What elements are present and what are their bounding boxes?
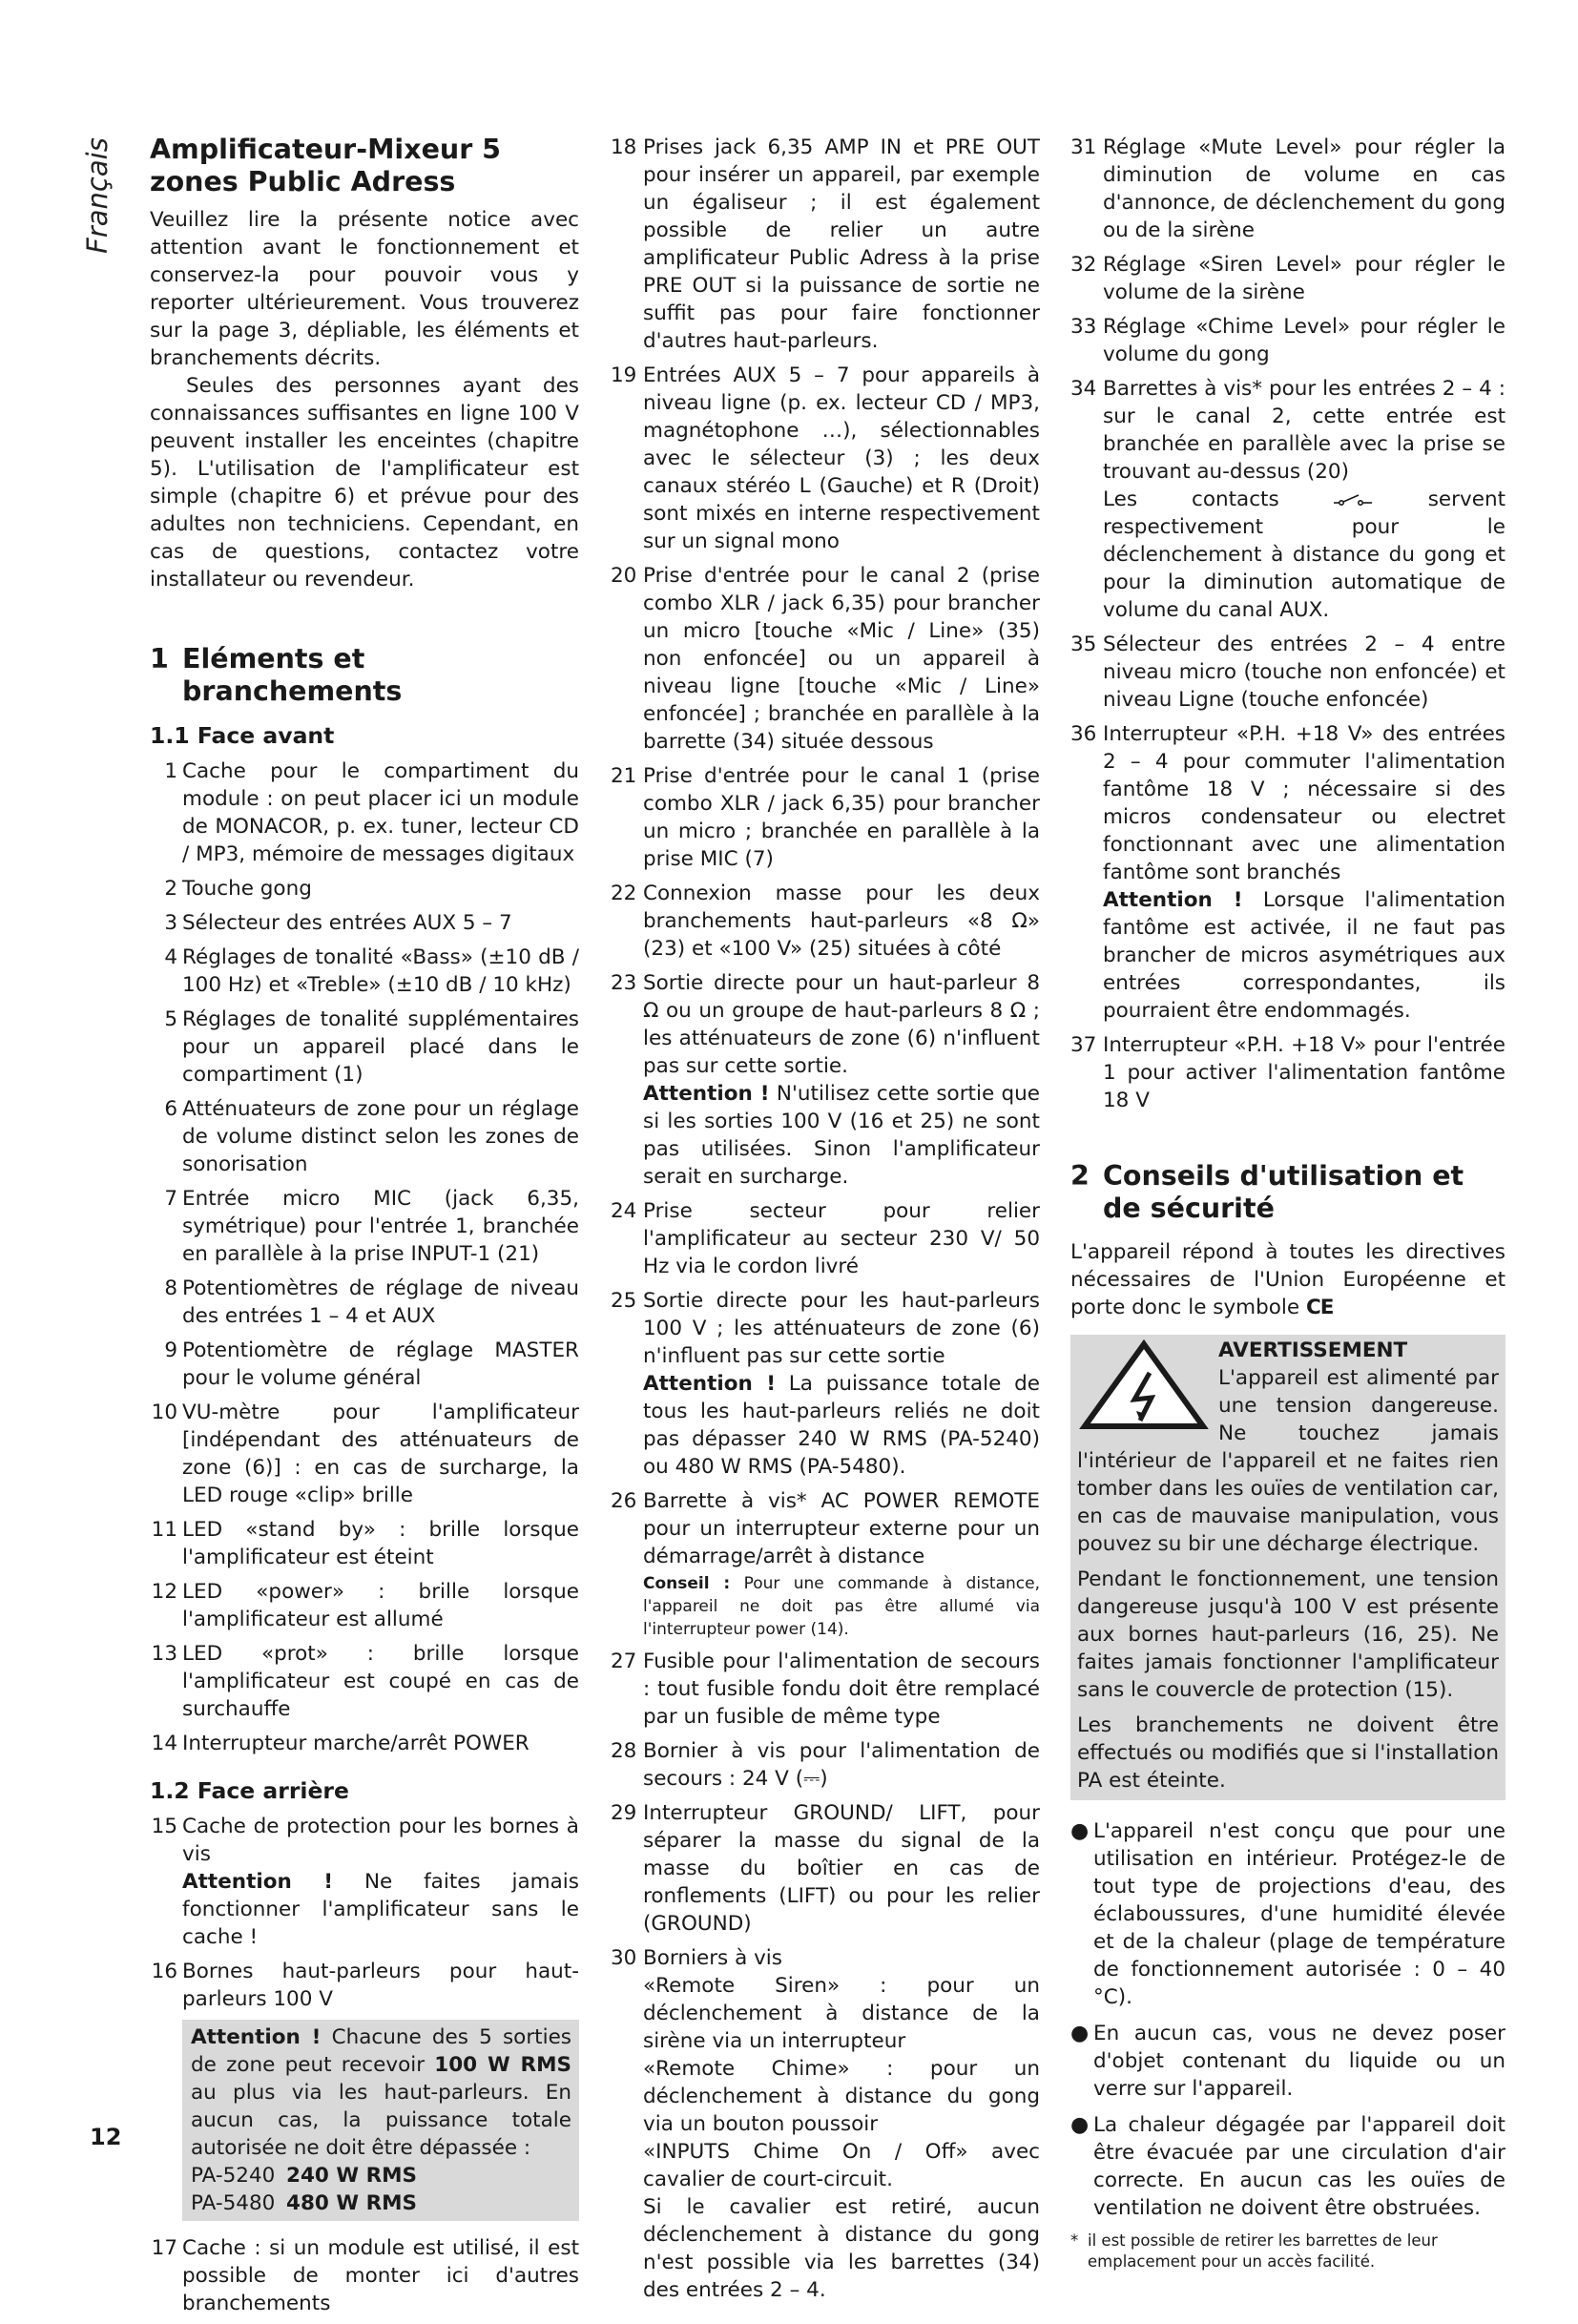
safety-bullet-2: ● En aucun cas, vous ne devez poser d'objet contenant du liquide ou un verre sur l'appareil. xyxy=(1070,2022,1505,2101)
list-item-35: 35 Sélecteur des entrées 2 – 4 entre niveau micro (touche non enfoncée) et niveau Ligne (touche enfoncée) xyxy=(1070,633,1505,712)
remote-siren-text: «Remote Siren» : pour un déclenchement à distance de la sirène via un interrupteur xyxy=(643,1974,1040,2053)
list-item-2: 2 Touche gong xyxy=(164,877,312,901)
list-item-21: 21 Prise d'entrée pour le canal 1 (prise combo XLR / jack 6,35) pour brancher un micro ; branchée en parallèle à la prise MIC (7) xyxy=(611,764,1040,871)
list-item-12: 12 LED «power» : brille lorsque l'amplificateur est allumé xyxy=(151,1580,579,1631)
page-number: 12 xyxy=(90,2124,122,2150)
list-item-1: 1 Cache pour le compartiment du module : on peut placer ici un module de MONACOR, p. ex. tuner, lecteur CD / MP3, mémoire de messages digitaux xyxy=(164,759,579,866)
list-item-7: 7 Entrée micro MIC (jack 6,35, symétrique) pour l'entrée 1, branchée en parallèle à la prise INPUT-1 (21) xyxy=(164,1187,579,1266)
list-item-25: 25 Sortie directe pour les haut-parleurs 100 V ; les atténuateurs de zone (6) n'influent pas sur cette sortie Attention ! La puissance totale de tous les haut-parleurs reliés ne doit pas dépasser 240 W RMS (PA-5240) ou 480 W RMS (PA-5480). xyxy=(611,1289,1040,1479)
language-side-label: Français xyxy=(81,137,114,254)
warning-label: AVERTISSEMENT xyxy=(1218,1338,1408,1362)
list-item-19: 19 Entrées AUX 5 – 7 pour appareils à niveau ligne (p. ex. lecteur CD / MP3, magnétophone …), sélectionnables avec le sélecteur (3) ; les deux canaux stéréo L (Gauche) et R (Droit) sont mixés en interne respectivement sur un signal mono xyxy=(611,363,1040,553)
column-3 xyxy=(1070,134,1505,2272)
list-item-32: 32 Réglage «Siren Level» pour régler le volume de la sirène xyxy=(1070,253,1505,304)
list-item-8: 8 Potentiomètres de réglage de niveau des entrées 1 – 4 et AUX xyxy=(164,1276,579,1328)
list-item-5: 5 Réglages de tonalité supplémentaires pour un appareil placé dans le compartiment (1) xyxy=(164,1007,579,1087)
warning-box: AVERTISSEMENT L'appareil est alimenté par une tension dangereuse. Ne touchez jamais l'intérieur de l'appareil et ne faites rien tomber dans les ouïes de ventilation car, en cas de mauvaise manipulation, vous pouvez su bir une décharge électrique. Pendant le fonctionnement, une tension dangereuse jusqu'à 100 V est présente aux bornes haut-parleurs (16, 25). Ne faites jamais fonctionner l'amplificateur sans le couvercle de protection (15). Les branchements ne doivent être effectués ou modifiés que si l'installation PA est éteinte. xyxy=(1070,1335,1505,1800)
list-item-14: 14 Interrupteur marche/arrêt POWER xyxy=(151,1732,529,1755)
list-item-4: 4 Réglages de tonalité «Bass» (±10 dB / 100 Hz) et «Treble» (±10 dB / 10 kHz) xyxy=(164,945,579,997)
intro-paragraph-2: Seules des personnes ayant des connaissances suffisantes en ligne 100 V peuvent installer les enceintes (chapitre 5). L'utilisation de l'amplificateur est simple (chapitre 6) et prévue pour des adultes non techniciens. Cependant, en cas de questions, contactez votre installateur ou revendeur. xyxy=(150,374,579,591)
safety-bullet-3: ● La chaleur dégagée par l'appareil doit être évacuée par une circulation d'air correcte. En aucun cas les ouïes de ventilation ne doivent être obstruées. xyxy=(1070,2113,1505,2220)
attention-box-zones: Attention ! Chacune des 5 sorties de zone peut recevoir 100 W RMS au plus via les haut-parleurs. En aucun cas, la puissance totale autorisée ne doit être dépassée : PA-5240 240 W RMS PA-5480 480 W RMS xyxy=(182,2020,579,2221)
list-item-37: 37 Interrupteur «P.H. +18 V» pour l'entrée 1 pour activer l'alimentation fantôme 18 V xyxy=(1070,1033,1505,1112)
list-item-10: 10 VU-mètre pour l'amplificateur [indépendant des atténuateurs de zone (6)] : en cas de surcharge, la LED rouge «clip» brille xyxy=(151,1401,579,1507)
list-item-6: 6 Atténuateurs de zone pour un réglage de volume distinct selon les zones de sonorisation xyxy=(164,1097,579,1176)
column-2 xyxy=(611,134,1040,2311)
section-2-intro: L'appareil répond à toutes les directives nécessaires de l'Union Européenne et porte donc le symbole CE xyxy=(1070,1240,1505,1319)
subsection-face-arriere: 1.2 Face arrière xyxy=(150,1777,349,1804)
model-row-pa5480: PA-5480 480 W RMS xyxy=(191,2191,417,2215)
inputs-chime-text: «INPUTS Chime On / Off» avec cavalier de court-circuit. xyxy=(643,2140,1040,2191)
warning-paragraph-3: Les branchements ne doivent être effectués ou modifiés que si l'installation PA est éteinte. xyxy=(1077,1713,1499,1793)
list-item-27: 27 Fusible pour l'alimentation de secours : tout fusible fondu doit être remplacé par un fusible de même type xyxy=(611,1650,1040,1729)
list-item-15: 15 Cache de protection pour les bornes à vis Attention ! Ne faites jamais fonctionner l'amplificateur sans le cache ! xyxy=(151,1815,579,1949)
footnote: * il est possible de retirer les barrettes de leur emplacement pour un accès facilité. xyxy=(1070,2231,1438,2271)
high-voltage-warning-icon xyxy=(1077,1338,1211,1432)
remote-chime-text: «Remote Chime» : pour un déclenchement à distance du gong via un bouton poussoir xyxy=(643,2057,1040,2136)
list-item-33: 33 Réglage «Chime Level» pour régler le volume du gong xyxy=(1070,315,1505,366)
list-item-17: 17 Cache : si un module est utilisé, il est possible de monter ici d'autres branchements xyxy=(151,2236,579,2315)
list-item-29: 29 Interrupteur GROUND/ LIFT, pour séparer la masse du signal de la masse du boîtier en cas de ronflements (LIFT) ou pour les relier (GROUND) xyxy=(611,1801,1040,1936)
list-item-34: 34 Barrettes à vis* pour les entrées 2 – 4 : sur le canal 2, cette entrée est branchée en parallèle avec la prise se trouvant au-dessus (20) Les contacts servent respectivement pour le déclenchement à distance du gong et pour la diminution automatique de volume du canal AUX. xyxy=(1070,377,1506,622)
list-item-22: 22 Connexion masse pour les deux branchements haut-parleurs «8 Ω» (23) et «100 V» (25) situées à côté xyxy=(611,882,1040,961)
list-item-20: 20 Prise d'entrée pour le canal 2 (prise combo XLR / jack 6,35) pour brancher un micro [touche «Mic / Line» (35) non enfoncée] ou un appareil à niveau ligne [touche «Mic / Line» enfoncée] ; branchée en parallèle à la barrette (34) située dessous xyxy=(611,564,1040,754)
list-item-3: 3 Sélecteur des entrées AUX 5 – 7 xyxy=(164,911,512,935)
list-item-11: 11 LED «stand by» : brille lorsque l'amplificateur est éteint xyxy=(151,1518,579,1569)
jumper-text: Si le cavalier est retiré, aucun déclenchement à distance du gong n'est possible via les barrettes (34) des entrées 2 – 4. xyxy=(643,2195,1040,2302)
subsection-face-avant: 1.1 Face avant xyxy=(150,722,335,749)
list-item-36: 36 Interrupteur «P.H. +18 V» des entrées 2 – 4 pour commuter l'alimentation fantôme 18 V ; nécessaire si des micros condensateur ou electret fonctionnant avec une alimentation fantôme sont branchés Attention ! Lorsque l'alimentation fantôme est activée, il ne faut pas brancher de micros asymétriques aux entrées correspondantes, ils pourraient être endommagés. xyxy=(1070,722,1505,1023)
section-1-heading: 1 Eléments et branchements xyxy=(150,643,403,707)
list-item-31: 31 Réglage «Mute Level» pour régler la diminution de volume en cas d'annonce, de déclenchement du gong ou de la sirène xyxy=(1070,135,1505,242)
intro-paragraph-1: Veuillez lire la présente notice avec attention avant le fonctionnement et conservez-la pour pouvoir vous y reporter ultérieurement. Vous trouverez sur la page 3, dépliable, les éléments et branchements décrits. xyxy=(150,208,579,370)
model-row-pa5240: PA-5240 240 W RMS xyxy=(191,2164,417,2188)
section-2-heading: 2 Conseils d'utilisation et de sécurité xyxy=(1070,1160,1464,1224)
list-item-13: 13 LED «prot» : brille lorsque l'amplificateur est coupé en cas de surchauffe xyxy=(151,1642,579,1721)
document-title: Amplificateur-Mixeur 5 zones Public Adress xyxy=(150,134,502,197)
switch-contact-icon xyxy=(1334,492,1374,508)
column-1 xyxy=(150,134,579,2324)
list-item-23: 23 Sortie directe pour un haut-parleur 8 Ω ou un groupe de haut-parleurs 8 Ω ; les atténuateurs de zone (6) n'influent pas sur cette sortie. Attention ! N'utilisez cette sortie que si les sorties 100 V (16 et 25) ne sont pas utilisées. Sinon l'amplificateur serait en surcharge. xyxy=(611,971,1041,1189)
list-item-30: 30 Borniers à vis «Remote Siren» : pour un déclenchement à distance de la sirène via un interrupteur «Remote Chime» : pour un déclenchement à distance du gong via un bouton poussoir «INPUTS Chime On / Off» avec cavalier de court-circuit. Si le cavalier est retiré, aucun déclenchement à distance du gong n'est possible via les barrettes (34) des entrées 2 – 4. xyxy=(611,1946,1040,2302)
list-item-26: 26 Barrette à vis* AC POWER REMOTE pour un interrupteur externe pour un démarrage/arrêt à distance Conseil : Pour une commande à distance, l'appareil ne doit pas être allumé via l'interrupteur power (14). xyxy=(611,1489,1040,1639)
warning-paragraph-2: Pendant le fonctionnement, une tension dangereuse jusqu'à 100 V est présente aux bornes haut-parleurs (16, 25). Ne faites jamais fonctionner l'amplificateur sans le couvercle de protection (15). xyxy=(1077,1567,1499,1702)
list-item-9: 9 Potentiomètre de réglage MASTER pour le volume général xyxy=(164,1338,579,1390)
safety-bullet-1: ● L'appareil n'est conçu que pour une utilisation en intérieur. Protégez-le de tout type de projections d'eau, des éclaboussures, d'une humidité élevée et de la chaleur (plage de température de fonctionnement autorisée : 0 – 40 °C). xyxy=(1070,1819,1505,2009)
list-item-28: 28 Bornier à vis pour l'alimentation de secours : 24 V (⎓) xyxy=(611,1739,1040,1791)
list-item-18: 18 Prises jack 6,35 AMP IN et PRE OUT pour insérer un appareil, par exemple un égaliseur ; il est également possible de relier un autre amplificateur Public Adress à la prise PRE OUT si la puissance de sortie ne suffit pas pour faire fonctionner d'autres haut-parleurs. xyxy=(611,135,1040,353)
ce-mark-icon: CE xyxy=(1305,1296,1334,1319)
list-item-24: 24 Prise secteur pour relier l'amplificateur au secteur 230 V/ 50 Hz via le cordon livré xyxy=(611,1199,1040,1278)
conseil-note: Conseil : Pour une commande à distance, l'appareil ne doit pas être allumé via l'interrupteur power (14). xyxy=(643,1574,1040,1639)
list-item-16: 16 Bornes haut-parleurs pour haut-parleurs 100 V xyxy=(151,1960,579,2011)
